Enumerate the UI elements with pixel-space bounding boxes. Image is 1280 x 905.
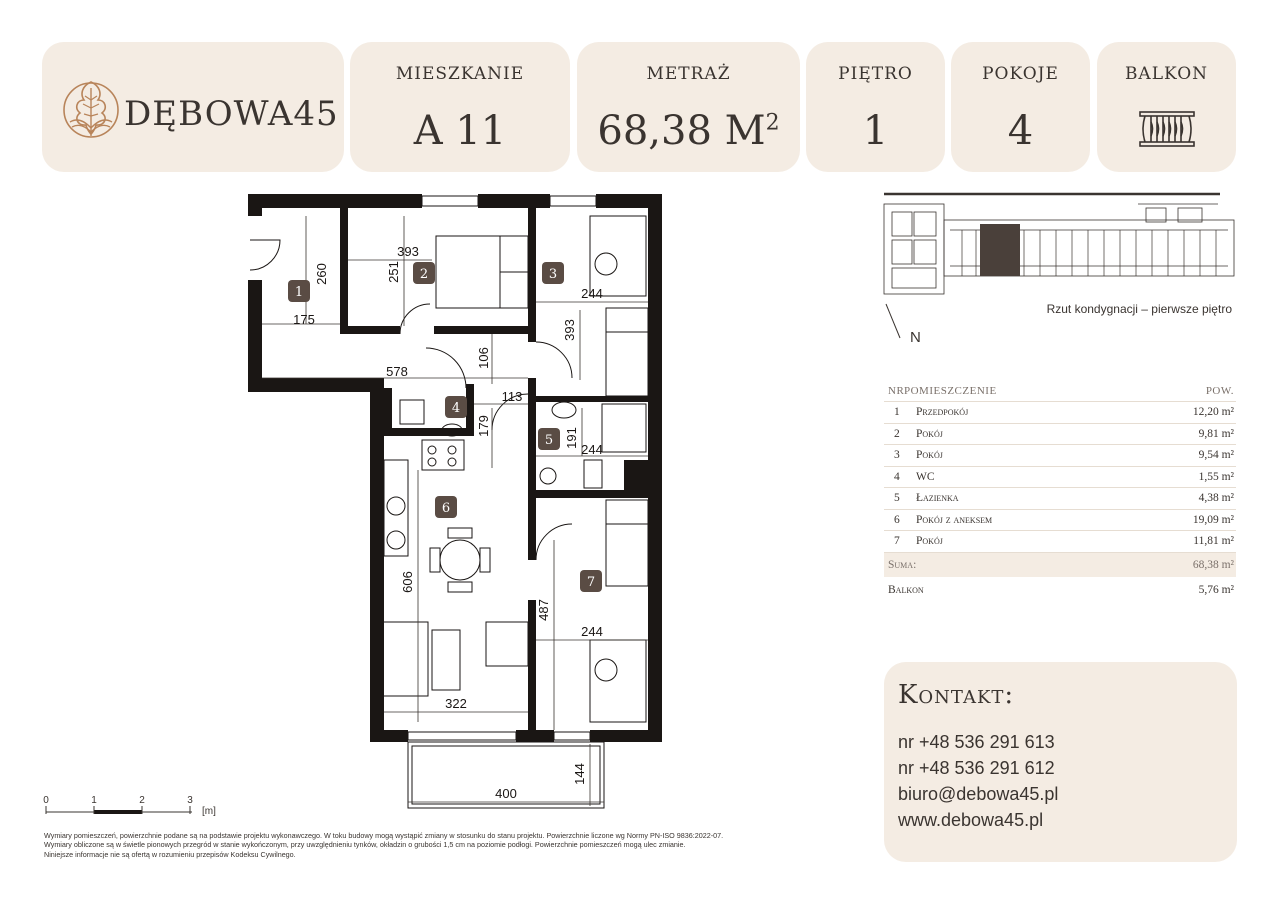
room-badge-7: 7: [586, 575, 596, 590]
row-name: Pokój: [916, 427, 943, 440]
table-row: [884, 510, 1236, 532]
table-row: [884, 445, 1236, 467]
dim-175: 175: [293, 312, 315, 327]
row-pow: 11,81 m²: [1193, 535, 1234, 547]
dim-179: 179: [476, 415, 491, 437]
card-label: POKOJE: [982, 64, 1059, 84]
card-label: BALKON: [1124, 64, 1209, 84]
scale-tick-1: 1: [91, 795, 97, 806]
card-label: MIESZKANIE: [395, 64, 525, 84]
row-nr: 4: [894, 470, 900, 483]
area-value: 68,38 M: [597, 108, 766, 154]
balcony-icon: [1137, 108, 1197, 152]
row-name: Pokój: [916, 449, 943, 461]
disclaimer: [44, 831, 874, 859]
scale-tick-2: 2: [139, 795, 145, 806]
room-badge-5: 5: [544, 433, 554, 448]
card-value: 4: [1007, 108, 1034, 154]
disclaimer-line: Niniejsze informacje nie są ofertą w rozumieniu przepisów Kodeksu Cywilnego.: [44, 849, 296, 859]
disclaimer-line: Wymiary pomieszczeń, powierzchnie podane są na podstawie projektu wykonawczego. W toku budowy mogą wystąpić zmiany w stosunku do stanu projektu. Powierzchnie liczone wg Normy PN-ISO 9836:2022-07.: [44, 831, 724, 840]
sum-label: Suma:: [888, 558, 917, 571]
row-pow: 4,38 m²: [1198, 492, 1234, 504]
card-pokoje: [951, 42, 1090, 172]
balkon-label: Balkon: [888, 583, 924, 596]
dim-244-top: 244: [581, 286, 603, 301]
keyplan-caption: Rzut kondygnacji – pierwsze piętro: [1046, 302, 1232, 316]
row-name: Pokój z aneksem: [916, 513, 993, 526]
brand-name: DĘBOWA45: [124, 94, 339, 134]
card-label: PIĘTRO: [838, 64, 913, 84]
north-arrow-icon: [886, 304, 921, 346]
scale-bar: [43, 795, 216, 817]
card-value: A 11: [413, 108, 507, 154]
row-pow: 19,09 m²: [1192, 513, 1234, 526]
sum-pow: 68,38 m²: [1192, 558, 1234, 571]
dim-191: 191: [564, 427, 579, 449]
row-pow: 9,54 m²: [1198, 449, 1234, 461]
table-row: [884, 424, 1236, 446]
row-pow: 9,81 m²: [1198, 427, 1234, 440]
dim-487: 487: [536, 599, 551, 621]
row-name: Łazienka: [916, 492, 959, 504]
contact-title: Kontakt:: [898, 680, 1015, 710]
row-name: Pokój: [916, 535, 943, 547]
room-table: [884, 380, 1236, 603]
row-nr: 2: [894, 427, 900, 440]
dim-144: 144: [572, 763, 587, 785]
dim-393-top: 393: [397, 244, 419, 259]
dim-244-bottom: 244: [581, 624, 603, 639]
table-row: [884, 531, 1236, 553]
dim-106: 106: [476, 347, 491, 369]
row-name: WC: [916, 470, 935, 483]
table-balkon-row: [884, 577, 1236, 603]
header-nr: NR: [888, 385, 905, 397]
dim-113: 113: [501, 389, 523, 404]
table-row: [884, 402, 1236, 424]
room-badge-1: 1: [294, 285, 304, 300]
north-label: N: [910, 329, 921, 346]
website-link[interactable]: www.debowa45.pl: [898, 810, 1044, 830]
phone-1[interactable]: nr +48 536 291 613: [898, 732, 1055, 752]
room-badge-4: 4: [451, 401, 461, 416]
key-plan: [878, 190, 1240, 350]
scale-tick-0: 0: [43, 795, 49, 806]
email-link[interactable]: biuro@debowa45.pl: [898, 784, 1059, 804]
room-badge-2: 2: [419, 267, 429, 282]
table-row: [884, 488, 1236, 510]
dim-393-right: 393: [562, 319, 577, 341]
row-pow: 12,20 m²: [1192, 406, 1234, 418]
row-nr: 7: [894, 535, 900, 547]
room-badge-6: 6: [441, 501, 451, 516]
card-label: METRAŻ: [646, 64, 731, 84]
dim-606: 606: [400, 571, 415, 593]
dim-400: 400: [495, 786, 517, 801]
disclaimer-line: Wymiary obliczone są w świetle pionowych przegród w stanie wykończonym, przy uwzględnieniu tynków, okładzin o grubości 1,5 cm na poziomie podłogi. Powierzchnie pomieszczeń mogą ulec zmianie.: [44, 840, 686, 850]
row-pow: 1,55 m²: [1198, 470, 1234, 483]
header-pow: POW.: [1205, 385, 1234, 397]
table-row: [884, 467, 1236, 489]
card-balkon: [1097, 42, 1236, 172]
contact-card: [884, 662, 1237, 862]
dim-251: 251: [386, 261, 401, 283]
row-nr: 6: [894, 513, 900, 526]
area-unit-sup: 2: [765, 110, 780, 136]
scale-unit: [m]: [202, 806, 216, 817]
dim-244-bath: 244: [581, 442, 603, 457]
dim-578: 578: [386, 364, 408, 379]
balkon-pow: 5,76 m²: [1198, 583, 1234, 596]
card-value: 1: [862, 108, 889, 154]
header-name: POMIESZCZENIE: [904, 385, 997, 397]
room-badge-3: 3: [548, 267, 558, 282]
phone-2[interactable]: nr +48 536 291 612: [898, 758, 1055, 778]
highlighted-apartment: [980, 224, 1020, 276]
scale-tick-3: 3: [187, 795, 193, 806]
row-name: Przedpokój: [916, 406, 969, 418]
table-sum-row: [884, 553, 1236, 577]
row-nr: 5: [894, 492, 900, 504]
dim-260: 260: [314, 263, 329, 285]
row-nr: 3: [894, 449, 900, 461]
dim-322: 322: [445, 696, 467, 711]
table-header: [884, 380, 1236, 402]
row-nr: 1: [894, 406, 900, 418]
